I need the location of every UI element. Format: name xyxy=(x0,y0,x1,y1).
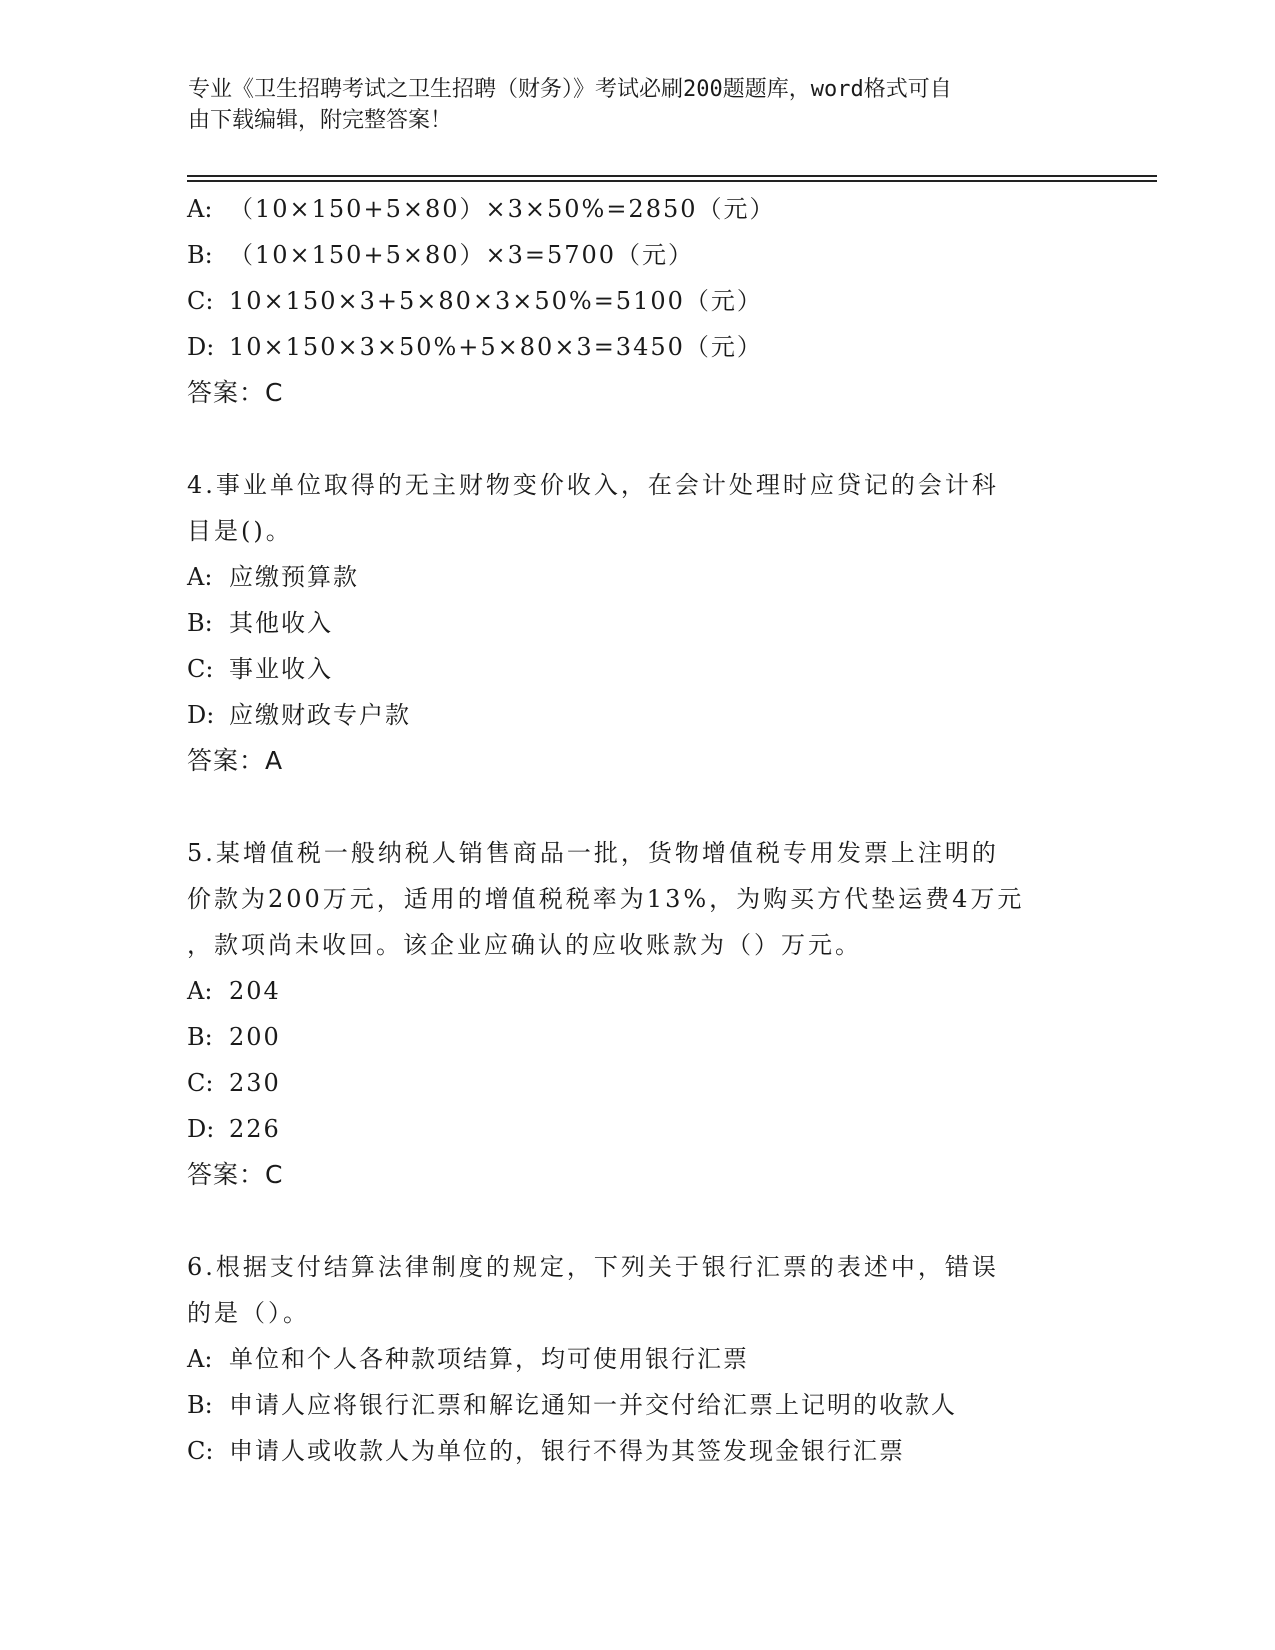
answer-line: 答案：A xyxy=(187,746,284,775)
answer-line: 答案：C xyxy=(187,1160,284,1189)
option-key: B: xyxy=(187,1023,213,1051)
option-a xyxy=(187,1336,1087,1382)
question-3-options xyxy=(187,186,1087,416)
option-a xyxy=(187,554,1087,600)
option-key: B: xyxy=(187,241,213,269)
question-text-line: ，款项尚未收回。该企业应确认的应收账款为（）万元。 xyxy=(187,931,862,959)
option-key: C: xyxy=(187,1069,214,1097)
option-text: 226 xyxy=(229,1115,281,1143)
option-text: 其他收入 xyxy=(229,609,333,637)
option-text: 事业收入 xyxy=(229,655,333,683)
answer-line: 答案：C xyxy=(187,378,284,407)
option-text: 应缴预算款 xyxy=(229,563,359,591)
option-b xyxy=(187,1382,1087,1428)
header-line-2: 由下载编辑，附完整答案！ xyxy=(188,108,453,133)
option-key: D: xyxy=(187,1115,215,1143)
option-key: B: xyxy=(187,609,213,637)
option-text: 应缴财政专户款 xyxy=(229,701,411,729)
option-key: C: xyxy=(187,655,214,683)
option-key: B: xyxy=(187,1391,213,1419)
option-b xyxy=(187,600,1087,646)
spacer xyxy=(187,416,1087,462)
option-a xyxy=(187,968,1087,1014)
option-b xyxy=(187,1014,1087,1060)
document-header xyxy=(188,74,1088,136)
option-key: D: xyxy=(187,333,215,361)
option-b xyxy=(187,232,1087,278)
option-key: C: xyxy=(187,287,214,315)
question-4 xyxy=(187,462,1087,784)
option-text: 申请人或收款人为单位的，银行不得为其签发现金银行汇票 xyxy=(229,1437,905,1465)
header-rule-bottom xyxy=(187,180,1157,182)
option-c xyxy=(187,1060,1087,1106)
spacer xyxy=(187,1198,1087,1244)
option-text: 10×150×3+5×80×3×50%=5100（元） xyxy=(229,287,763,315)
option-key: A: xyxy=(187,195,213,223)
option-key: C: xyxy=(187,1437,214,1465)
question-text-line: 6.根据支付结算法律制度的规定，下列关于银行汇票的表述中，错误 xyxy=(187,1253,999,1281)
option-c xyxy=(187,646,1087,692)
option-c xyxy=(187,1428,1087,1474)
option-text: 10×150×3×50%+5×80×3=3450（元） xyxy=(229,333,763,361)
option-d xyxy=(187,324,1087,370)
option-text: 230 xyxy=(229,1069,281,1097)
question-6 xyxy=(187,1244,1087,1474)
option-c xyxy=(187,278,1087,324)
option-key: A: xyxy=(187,563,213,591)
header-rule-top xyxy=(187,175,1157,177)
option-d xyxy=(187,1106,1087,1152)
question-text-line: 的是（）。 xyxy=(187,1299,310,1327)
header-line-1: 专业《卫生招聘考试之卫生招聘（财务）》考试必刷200题题库，word格式可自 xyxy=(188,77,952,102)
spacer xyxy=(187,784,1087,830)
option-text: 200 xyxy=(229,1023,281,1051)
option-text: （10×150+5×80）×3×50%=2850（元） xyxy=(229,195,776,223)
question-text-line: 4.事业单位取得的无主财物变价收入，在会计处理时应贷记的会计科 xyxy=(187,471,999,499)
option-key: D: xyxy=(187,701,215,729)
question-text-line: 5.某增值税一般纳税人销售商品一批，货物增值税专用发票上注明的 xyxy=(187,839,999,867)
option-text: 204 xyxy=(229,977,281,1005)
option-d xyxy=(187,692,1087,738)
question-text-line: 价款为200万元，适用的增值税税率为13%，为购买方代垫运费4万元 xyxy=(187,885,1025,913)
option-key: A: xyxy=(187,977,213,1005)
option-text: 单位和个人各种款项结算，均可使用银行汇票 xyxy=(229,1345,749,1373)
question-5 xyxy=(187,830,1087,1198)
document-body xyxy=(187,186,1087,1474)
question-text-line: 目是()。 xyxy=(187,517,293,545)
option-text: 申请人应将银行汇票和解讫通知一并交付给汇票上记明的收款人 xyxy=(229,1391,957,1419)
option-text: （10×150+5×80）×3=5700（元） xyxy=(229,241,695,269)
option-a xyxy=(187,186,1087,232)
option-key: A: xyxy=(187,1345,213,1373)
